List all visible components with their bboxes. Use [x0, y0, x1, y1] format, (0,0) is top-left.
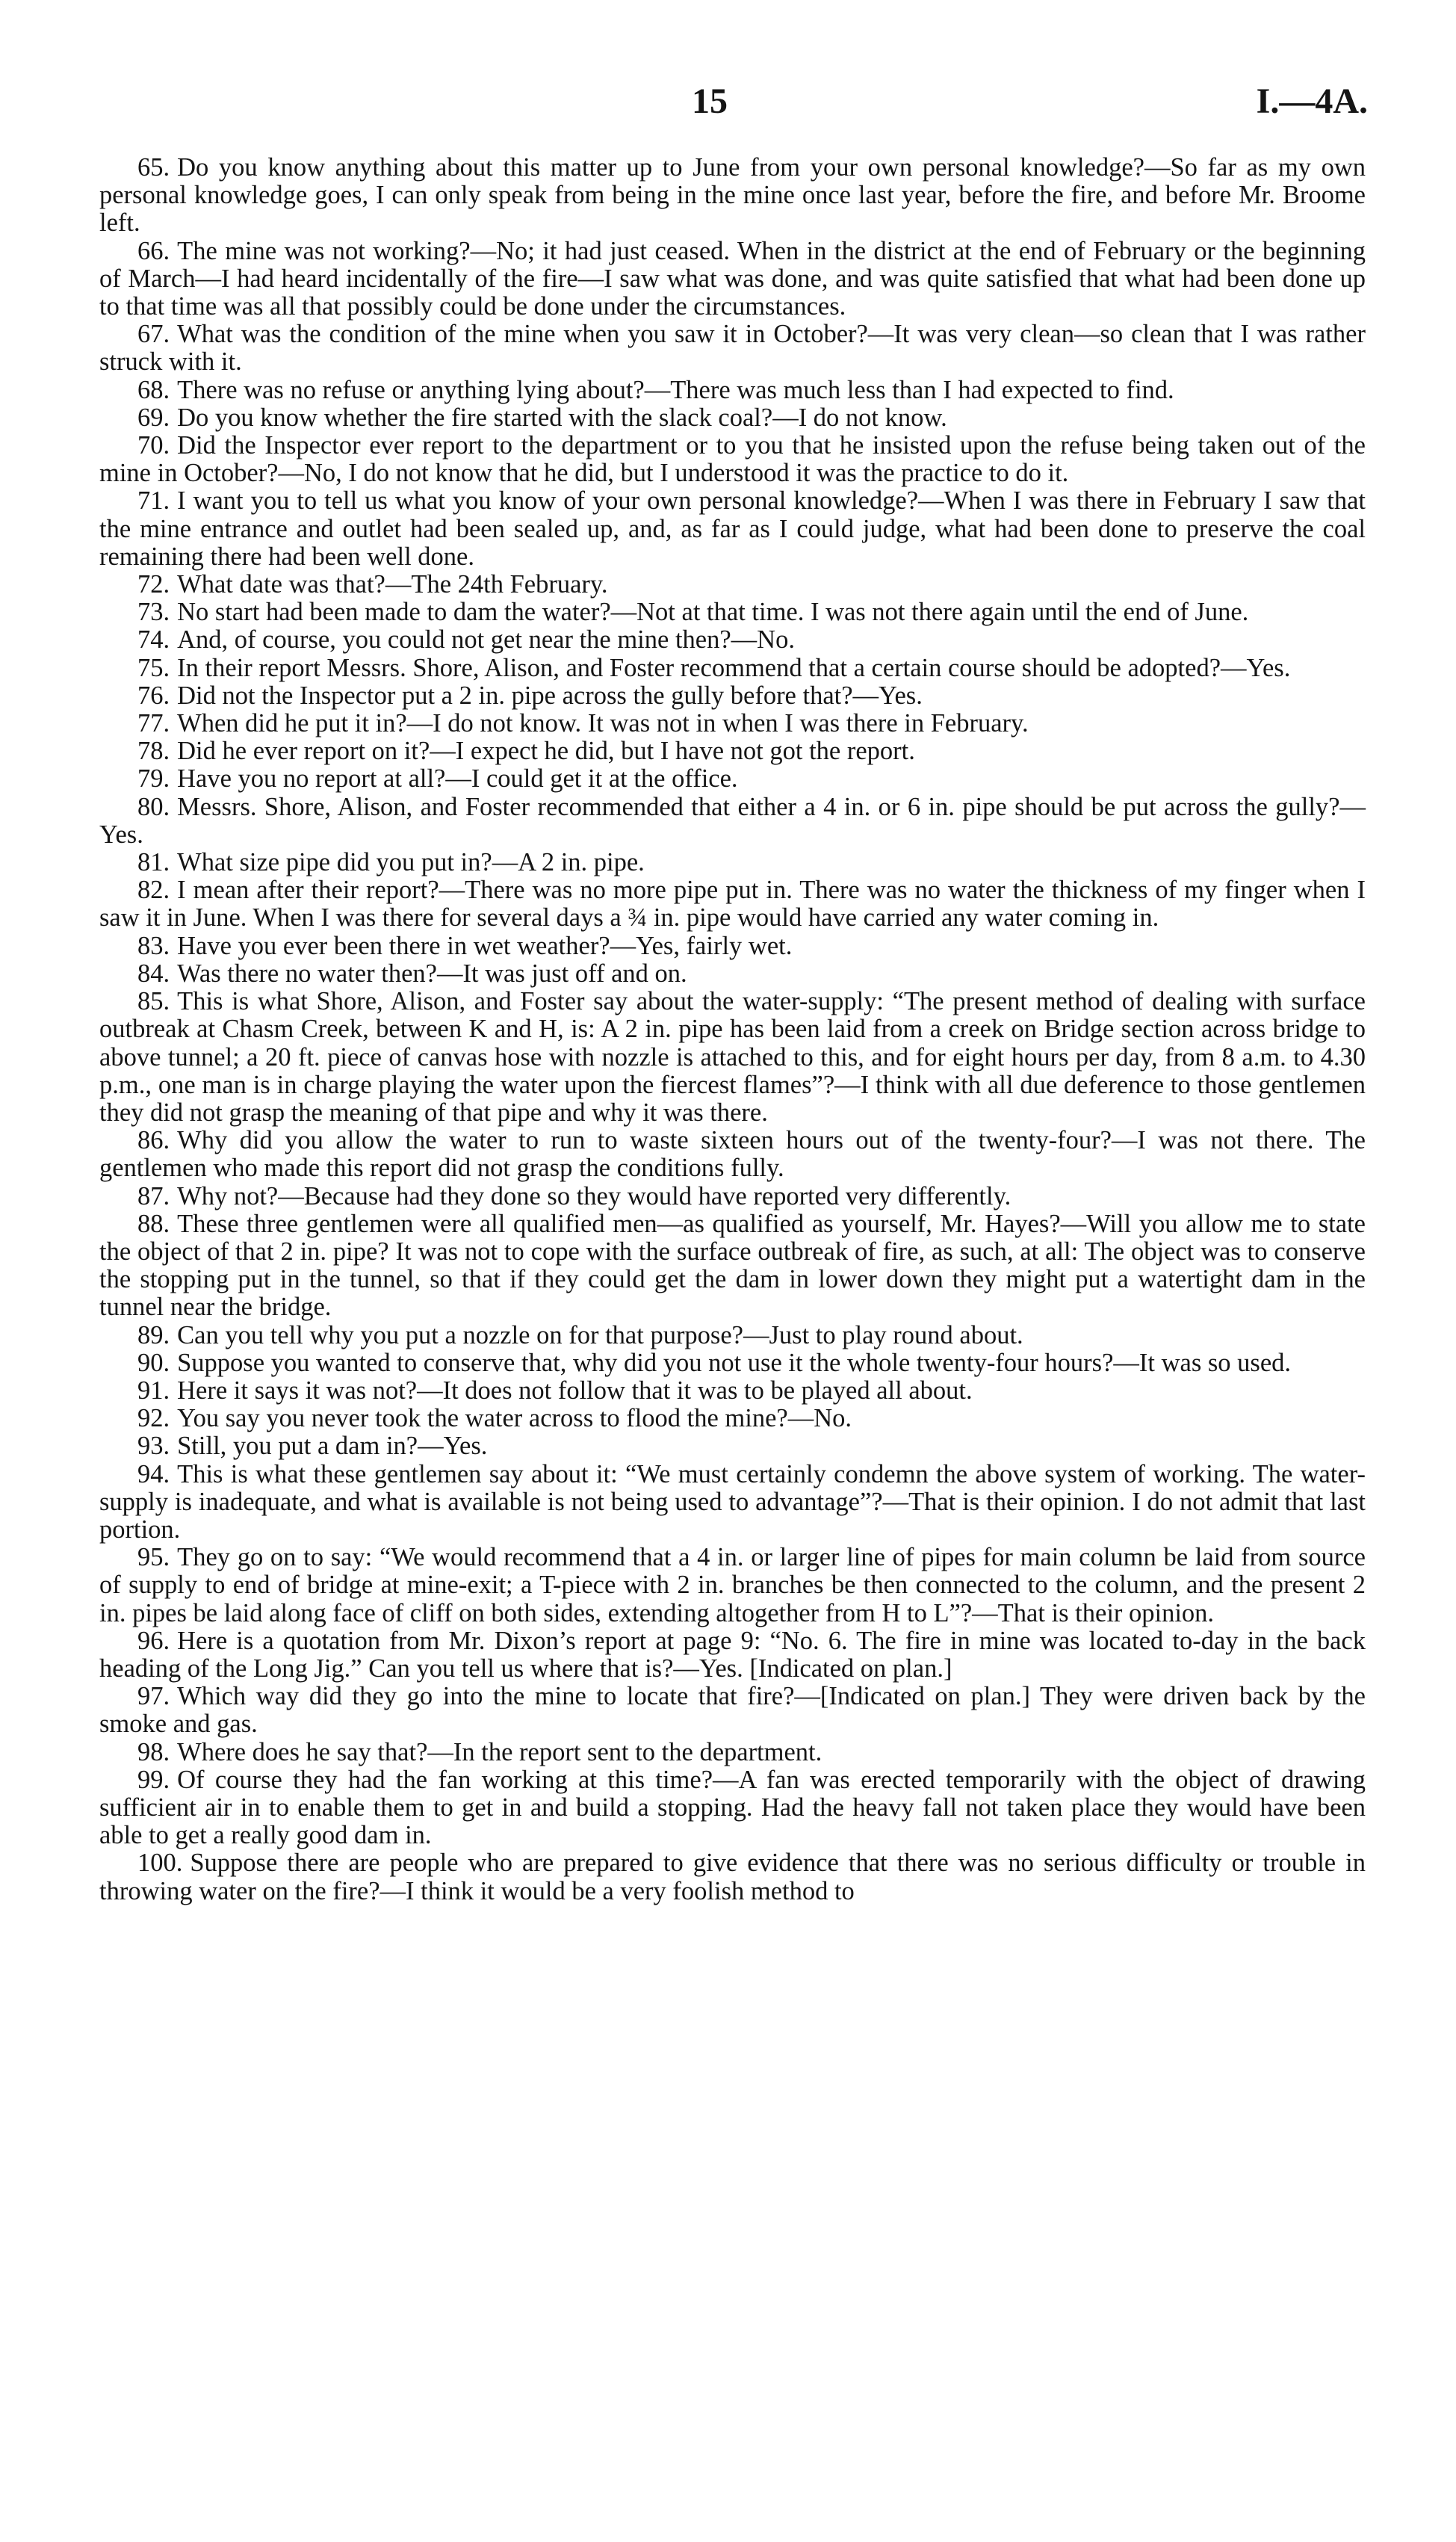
- testimony-paragraph: [99, 933, 1366, 960]
- testimony-paragraph: [99, 1432, 1366, 1460]
- question-answer-text: What was the condition of the mine when you saw it in October?—It was very clean—so clean that I was rather struck with it.: [99, 320, 1366, 377]
- question-answer-text: Can you tell why you put a nozzle on for that purpose?—Just to play round about.: [177, 1320, 1023, 1349]
- question-answer-text: Where does he say that?—In the report sent to the department.: [177, 1737, 823, 1766]
- question-answer-text: They go on to say: “We would recommend that a 4 in. or larger line of pipes for main column be laid from source of supply to end of bridge at mine-exit; a T-piece with 2 in. branches be then connected to the column, and the present 2 in. pipes be laid along face of cliff on both sides, extending altogether from H to L”?—That is their opinion.: [99, 1543, 1366, 1627]
- question-number: 77.: [137, 709, 170, 738]
- testimony-paragraph: [99, 1127, 1366, 1182]
- question-number: 96.: [137, 1626, 170, 1655]
- question-answer-text: Here it says it was not?—It does not follow that it was to be played all about.: [177, 1376, 973, 1405]
- question-number: 91.: [137, 1376, 170, 1405]
- testimony-paragraph: [99, 988, 1366, 1127]
- question-answer-text: Did not the Inspector put a 2 in. pipe across the gully before that?—Yes.: [177, 681, 923, 710]
- question-number: 82.: [137, 876, 170, 905]
- question-number: 78.: [137, 737, 170, 766]
- testimony-paragraph: [99, 599, 1366, 626]
- testimony-column: [99, 154, 1366, 1905]
- question-answer-text: Do you know anything about this matter up to June from your own personal knowledge?—So far as my own personal knowledge goes, I can only speak from being in the mine once last year, before the fire, and before Mr. Broome left.: [99, 153, 1366, 238]
- question-answer-text: Did he ever report on it?—I expect he did, but I have not got the report.: [177, 737, 915, 766]
- testimony-paragraph: [99, 1739, 1366, 1766]
- question-number: 65.: [137, 153, 170, 182]
- question-answer-text: Suppose there are people who are prepared to give evidence that there was no serious difficulty or trouble in throwing water on the fire?—I think it would be a very foolish method to: [99, 1849, 1366, 1905]
- testimony-paragraph: [99, 960, 1366, 988]
- question-number: 97.: [137, 1682, 170, 1711]
- question-answer-text: Have you ever been there in wet weather?—Yes, fairly wet.: [177, 931, 793, 960]
- question-answer-text: When did he put it in?—I do not know. It was not in when I was there in February.: [177, 709, 1029, 738]
- question-number: 86.: [137, 1126, 170, 1155]
- testimony-paragraph: [99, 849, 1366, 876]
- question-number: 83.: [137, 931, 170, 960]
- question-answer-text: I want you to tell us what you know of your own personal knowledge?—When I was there in February I saw that the mine entrance and outlet had been sealed up, and, as far as I could judge, what had been done to preserve the coal remaining there had been well done.: [99, 486, 1366, 571]
- question-answer-text: There was no refuse or anything lying about?—There was much less than I had expected to find.: [177, 375, 1174, 404]
- testimony-paragraph: [99, 1210, 1366, 1322]
- testimony-paragraph: [99, 1544, 1366, 1627]
- question-answer-text: Why did you allow the water to run to waste sixteen hours out of the twenty-four?—I was not there. The gentlemen who made this report did not grasp the conditions fully.: [99, 1126, 1366, 1183]
- question-answer-text: The mine was not working?—No; it had just ceased. When in the district at the end of February or the beginning of March—I had heard incidentally of the fire—I saw what was done, and was quite satisfied that what had been done up to that time was all that possibly could be done under the circumstances.: [99, 236, 1366, 321]
- testimony-paragraph: [99, 1461, 1366, 1544]
- question-number: 95.: [137, 1543, 170, 1572]
- question-number: 79.: [137, 764, 170, 794]
- testimony-paragraph: [99, 1627, 1366, 1683]
- question-number: 94.: [137, 1459, 170, 1488]
- testimony-paragraph: [99, 1849, 1366, 1905]
- question-number: 75.: [137, 653, 170, 682]
- question-answer-text: These three gentlemen were all qualified men—as qualified as yourself, Mr. Hayes?—Will you allow me to state the object of that 2 in. pipe? It was not to cope with the surface outbreak of fire, as such, at all: The object was to conserve the stopping put in the tunnel, so that if they could get the dam in lower down they might put a watertight dam in the tunnel near the bridge.: [99, 1209, 1366, 1322]
- question-answer-text: You say you never took the water across to flood the mine?—No.: [177, 1404, 852, 1433]
- document-reference: I.—4A.: [1256, 81, 1368, 121]
- testimony-paragraph: [99, 154, 1366, 238]
- question-answer-text: Here is a quotation from Mr. Dixon’s report at page 9: “No. 6. The fire in mine was located to-day in the back heading of the Long Jig.” Can you tell us where that is?—Yes. [Indicated on plan.]: [99, 1626, 1366, 1683]
- question-number: 84.: [137, 959, 170, 988]
- question-number: 85.: [137, 987, 170, 1016]
- question-number: 71.: [137, 486, 170, 516]
- testimony-paragraph: [99, 655, 1366, 682]
- question-number: 72.: [137, 570, 170, 599]
- question-number: 93.: [137, 1432, 170, 1461]
- question-number: 69.: [137, 403, 170, 432]
- question-number: 100.: [137, 1849, 183, 1878]
- question-answer-text: In their report Messrs. Shore, Alison, and Foster recommend that a certain course should be adopted?—Yes.: [177, 653, 1291, 682]
- question-number: 98.: [137, 1737, 170, 1766]
- testimony-paragraph: [99, 794, 1366, 849]
- question-answer-text: I mean after their report?—There was no more pipe put in. There was no water the thickness of my finger when I saw it in June. When I was there for several days a ¾ in. pipe would have carried any water coming in.: [99, 876, 1366, 933]
- question-answer-text: Did the Inspector ever report to the department or to you that he insisted upon the refuse being taken out of the mine in October?—No, I do not know that he did, but I understood it was the practice to do it.: [99, 431, 1366, 488]
- question-number: 88.: [137, 1209, 170, 1238]
- question-answer-text: Messrs. Shore, Alison, and Foster recommended that either a 4 in. or 6 in. pipe should be put across the gully?—Yes.: [99, 792, 1366, 849]
- testimony-paragraph: [99, 876, 1366, 932]
- question-answer-text: This is what these gentlemen say about it: “We must certainly condemn the above system of working. The water-supply is inadequate, and what is available is not being used to advantage”?—That is their opinion. I do not admit that last portion.: [99, 1459, 1366, 1544]
- testimony-paragraph: [99, 737, 1366, 765]
- testimony-paragraph: [99, 487, 1366, 571]
- question-number: 92.: [137, 1404, 170, 1433]
- testimony-paragraph: [99, 321, 1366, 376]
- question-answer-text: What size pipe did you put in?—A 2 in. pipe.: [177, 848, 645, 877]
- page-header: [0, 81, 1456, 126]
- testimony-paragraph: [99, 765, 1366, 793]
- testimony-paragraph: [99, 1183, 1366, 1210]
- question-number: 70.: [137, 431, 170, 460]
- testimony-paragraph: [99, 1766, 1366, 1850]
- question-answer-text: Was there no water then?—It was just off and on.: [177, 959, 687, 988]
- question-answer-text: Of course they had the fan working at this time?—A fan was erected temporarily with the object of drawing sufficient air in to enable them to get in and build a stopping. Had the heavy fall not taken place they would have been able to get a really good dam in.: [99, 1765, 1366, 1850]
- testimony-paragraph: [99, 1377, 1366, 1405]
- question-number: 74.: [137, 625, 170, 655]
- testimony-paragraph: [99, 1322, 1366, 1349]
- testimony-paragraph: [99, 571, 1366, 599]
- testimony-paragraph: [99, 1405, 1366, 1432]
- question-number: 87.: [137, 1181, 170, 1210]
- question-number: 99.: [137, 1765, 170, 1794]
- testimony-paragraph: [99, 432, 1366, 487]
- testimony-paragraph: [99, 1349, 1366, 1377]
- question-number: 76.: [137, 681, 170, 710]
- question-number: 90.: [137, 1348, 170, 1377]
- question-number: 81.: [137, 848, 170, 877]
- question-answer-text: This is what Shore, Alison, and Foster say about the water-supply: “The present method of dealing with surface outbreak at Chasm Creek, between K and H, is: A 2 in. pipe has been laid from a creek on Bridge section across bridge to above tunnel; a 20 ft. piece of canvas hose with nozzle is attached to this, and for eight hours per day, from 8 a.m. to 4.30 p.m., one man is in charge playing the water upon the fiercest flames”?—I think with all due deference to those gentlemen they did not grasp the meaning of that pipe and why it was there.: [99, 987, 1366, 1127]
- question-answer-text: Still, you put a dam in?—Yes.: [177, 1432, 488, 1461]
- question-answer-text: What date was that?—The 24th February.: [177, 570, 608, 599]
- question-answer-text: And, of course, you could not get near the mine then?—No.: [177, 625, 795, 655]
- question-answer-text: No start had been made to dam the water?—Not at that time. I was not there again until the end of June.: [177, 598, 1249, 627]
- question-answer-text: Which way did they go into the mine to locate that fire?—[Indicated on plan.] They were driven back by the smoke and gas.: [99, 1682, 1366, 1739]
- page-number: 15: [692, 81, 728, 121]
- question-number: 67.: [137, 320, 170, 349]
- question-number: 66.: [137, 236, 170, 265]
- testimony-paragraph: [99, 404, 1366, 432]
- question-answer-text: Why not?—Because had they done so they would have reported very differently.: [177, 1181, 1012, 1210]
- question-answer-text: Do you know whether the fire started with the slack coal?—I do not know.: [177, 403, 947, 432]
- testimony-paragraph: [99, 238, 1366, 321]
- testimony-paragraph: [99, 1683, 1366, 1738]
- question-number: 68.: [137, 375, 170, 404]
- question-number: 80.: [137, 792, 170, 821]
- question-answer-text: Suppose you wanted to conserve that, why did you not use it the whole twenty-four hours?—It was so used.: [177, 1348, 1292, 1377]
- testimony-paragraph: [99, 377, 1366, 404]
- question-number: 73.: [137, 598, 170, 627]
- question-number: 89.: [137, 1320, 170, 1349]
- testimony-paragraph: [99, 710, 1366, 737]
- testimony-paragraph: [99, 626, 1366, 654]
- testimony-paragraph: [99, 682, 1366, 710]
- question-answer-text: Have you no report at all?—I could get it at the office.: [177, 764, 738, 794]
